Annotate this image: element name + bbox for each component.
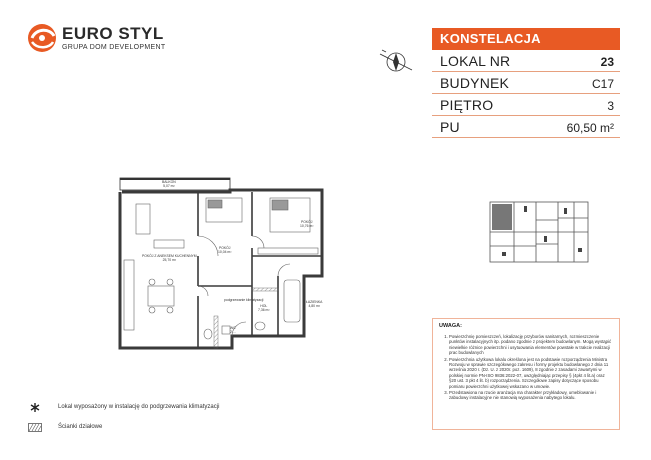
building-value: C17 [591,77,614,91]
floor-plan [108,176,348,352]
room-label-wc: WC 2,... [230,326,236,334]
notes-title: UWAGA: [439,323,462,329]
legend-ac-text: Lokal wyposażony w instalację do podgrzewania klimatyzacji [58,404,220,410]
note-item: 2. Powierzchnia użytkowa lokalu określona jest na podstawie rozporządzenia Ministra Rozwoju w sprawie szczegółowego zakresu i formy projektu budowlanego z dnia 11 września 2020 r. (Dz. U. z 2020r. poz. 1609), 8 zgodnie z zasadami zawartymi w polskiej normie PN-ISO 9836:2022-07, uwzględniając przepisy § (4pkt 4 lit.a) oraz §20 ust. 3 pkt 4 lit. b) rozporządzenia. Szczegółowe zapisy dotyczące sposobu pomiaru powierzchni użytkowej wskazano w umowie. [449,357,613,389]
euro-styl-logo-mark-icon [26,22,58,54]
unit-info-panel [432,28,620,138]
room-label-pokoj-large: POKÓJ 10,76 m² [300,220,314,228]
hatched-wall-icon [28,423,42,432]
info-row-building [432,72,620,94]
building-label: BUDYNEK [440,75,510,91]
floor-plan-drawing [108,176,348,352]
info-row-floor [432,94,620,116]
room-label-salon: POKÓJ Z ANEKSEM KUCHENNYM 25,70 m² [142,254,197,262]
floor-label: PIĘTRO [440,97,494,113]
ac-annotation-label: podgrzewanie klimatyzacji [224,298,264,302]
project-banner: KONSTELACJA [432,28,620,50]
north-compass-icon [376,42,416,82]
notes-box [432,318,620,430]
room-label-pokoj-small: POKÓJ 10,04 m² [218,246,232,254]
key-plan-highlighted-unit [492,204,512,230]
room-label-lazienka: ŁAZIENKA 4,80 m² [306,300,323,308]
note-item: 1. Powierzchnię pomieszczeń, lokalizację przyborów sanitarnych, rozmieszczenie punktów instalacyjnych itp. podano zgodnie z projektem budowlanym. Mogą wystąpić niewielkie różnice powierzchni i usytuowania elementów powstałe w trakcie realizacji prac budowlanych [449,334,613,356]
note-item: 3. Przedstawiona na rzucie aranżacja ma charakter przykładowy, umeblowanie i zabudowy instalacyjne nie stanowią wyposażenia nabytego lokalu. [449,390,613,401]
building-key-plan [484,196,594,268]
info-row-area [432,116,620,138]
area-label: PU [440,119,460,135]
asterisk-icon [28,403,42,412]
notes-list [439,334,613,401]
unit-number-value: 23 [600,55,614,69]
room-label-hol: HOL 7,36 m² [258,304,270,312]
room-label-balkon: BALKON 5,07 m² [162,180,176,188]
info-row-unit-number [432,50,620,72]
legend-walls-text: Ścianki działowe [58,424,103,430]
logo-subtitle: GRUPA DOM DEVELOPMENT [62,44,166,51]
area-value: 60,50 m² [566,121,614,135]
euro-styl-logo [26,22,166,58]
floor-value: 3 [607,99,614,113]
unit-number-label: LOKAL NR [440,53,511,69]
logo-name: EURO STYL [62,24,164,43]
